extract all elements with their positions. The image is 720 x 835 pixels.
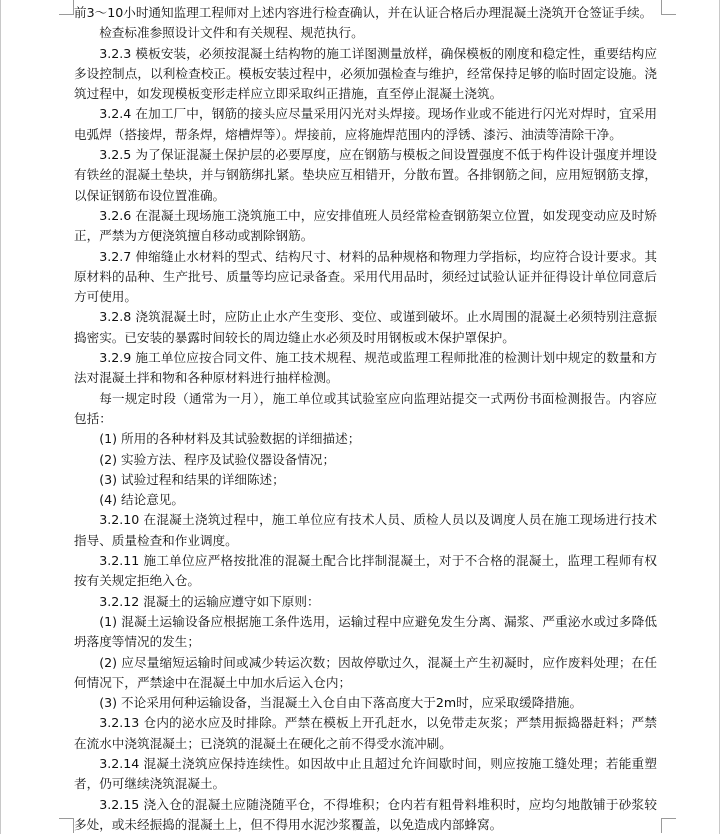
list-item: (2) 实验方法、程序及试验仪器设备情况； (99, 451, 336, 467)
margin-corner-mark (59, 0, 74, 15)
paragraph-continuation: 前3～10小时通知监理工程师对上述内容进行检查确认，并在认证合格后办理混凝土浇筑开仓签证手续。 (74, 5, 653, 20)
clause-3-2-10: 3.2.10 在混凝土浇筑过程中，施工单位应有技术人员、质检人员以及调度人员在施工现场进行技术指导、质量检查和作业调度。 (74, 512, 657, 548)
clause-3-2-9: 3.2.9 施工单位应按合同文件、施工技术规程、规范或监理工程师批准的检测计划中规定的数量和方法对混凝土拌和物和各种原材料进行抽样检测。 (74, 350, 657, 386)
clause-3-2-7: 3.2.7 伸缩缝止水材料的型式、结构尺寸、材料的品种规格和物理力学指标，均应符合设计要求。其原材料的品种、生产批号、质量等均应记录备查。采用代用品时，须经过试验认证并征得设计单位同意后方可使用。 (74, 248, 657, 305)
clause-3-2-6: 3.2.6 在混凝土现场施工浇筑施工中，应安排值班人员经常检查钢筋架立位置，如发现变动应及时矫正，严禁为方便浇筑擅自移动或割除钢筋。 (74, 207, 657, 244)
margin-corner-mark (661, 0, 676, 15)
list-item: (1) 所用的各种材料及其试验数据的详细描述； (99, 431, 361, 447)
list-item: (3) 试验过程和结果的详细陈述； (99, 471, 285, 487)
clause-3-2-5: 3.2.5 为了保证混凝土保护层的必要厚度，应在钢筋与模板之间设置强度不低于构件设计强度并埋设有铁丝的混凝土垫块，并与钢筋绑扎紧。垫块应互相错开，分散布置。各排钢筋之间，应用短钢筋支撑，以保证钢筋布设位置准确。 (74, 147, 657, 203)
list-item: (1) 混凝土运输设备应根据施工条件选用，运输过程中应避免发生分离、漏浆、严重泌水或过多降低坍落度等情况的发生； (74, 613, 657, 650)
paragraph-inspection-standard: 检查标准参照设计文件和有关规程、规范执行。 (99, 25, 364, 41)
document-body (74, 3, 657, 835)
clause-3-2-13: 3.2.13 仓内的泌水应及时排除。严禁在模板上开孔赶水，以免带走灰浆；严禁用振捣器赶料；严禁在流水中浇筑混凝土；已浇筑的混凝土在硬化之前不得受水流冲刷。 (74, 715, 657, 751)
margin-corner-mark (661, 818, 676, 833)
list-item: (3) 不论采用何种运输设备，当混凝土入仓自由下落高度大于2m时，应采取缓降措施。 (99, 695, 583, 711)
list-item: (4) 结论意见。 (99, 492, 184, 508)
clause-3-2-15: 3.2.15 浇入仓的混凝土应随浇随平仓，不得堆积；仓内若有粗骨料堆积时，应均匀地散铺于砂浆较多处，或未经振捣的混凝土上，但不得用水泥沙浆覆盖，以免造成内部蜂窝。 (74, 796, 657, 832)
clause-3-2-3: 3.2.3 模板安装，必须按混凝土结构物的施工详图测量放样，确保模板的刚度和稳定性，重要结构应多设控制点，以利检查校正。模板安装过程中，必须加强检查与维护，经常保持足够的临时固定设施。浇筑过程中，如发现模板变形走样应立即采取纠正措施，直至停止混凝土浇筑。 (74, 45, 657, 102)
clause-3-2-14: 3.2.14 混凝土浇筑应保持连续性。如因故中止且超过允许间歇时间，则应按施工缝处理；若能重塑者，仍可继续浇筑混凝土。 (74, 755, 657, 792)
clause-3-2-4: 3.2.4 在加工厂中，钢筋的接头应尽量采用闪光对头焊接。现场作业或不能进行闪光对焊时，宜采用电弧焊（搭接焊，帮条焊，熔槽焊等）。焊接前，应将施焊范围内的浮锈、漆污、油渍等清除干净。 (74, 106, 657, 142)
margin-corner-mark (59, 818, 74, 833)
clause-3-2-11: 3.2.11 施工单位应严格按批准的混凝土配合比拌制混凝土，对于不合格的混凝土，监理工程师有权按有关规定拒绝入仓。 (74, 553, 657, 589)
clause-3-2-8: 3.2.8 浇筑混凝土时，应防止止水产生变形、变位、或谨到破坏。止水周围的混凝土必须特别注意振捣密实。已安装的暴露时间较长的周边缝止水必须及时用钢板或木保护罩保护。 (74, 309, 657, 345)
paragraph-report-requirement: 每一规定时段（通常为一月），施工单位或其试验室应向监理站提交一式两份书面检测报告。内容应包括： (74, 390, 657, 426)
clause-3-2-12: 3.2.12 混凝土的运输应遵守如下原则： (99, 593, 320, 609)
list-item: (2) 应尽量缩短运输时间或减少转运次数；因故停歇过久，混凝土产生初凝时，应作废料处理；在任何情况下，严禁途中在混凝土中加水后运入仓内； (74, 654, 657, 690)
